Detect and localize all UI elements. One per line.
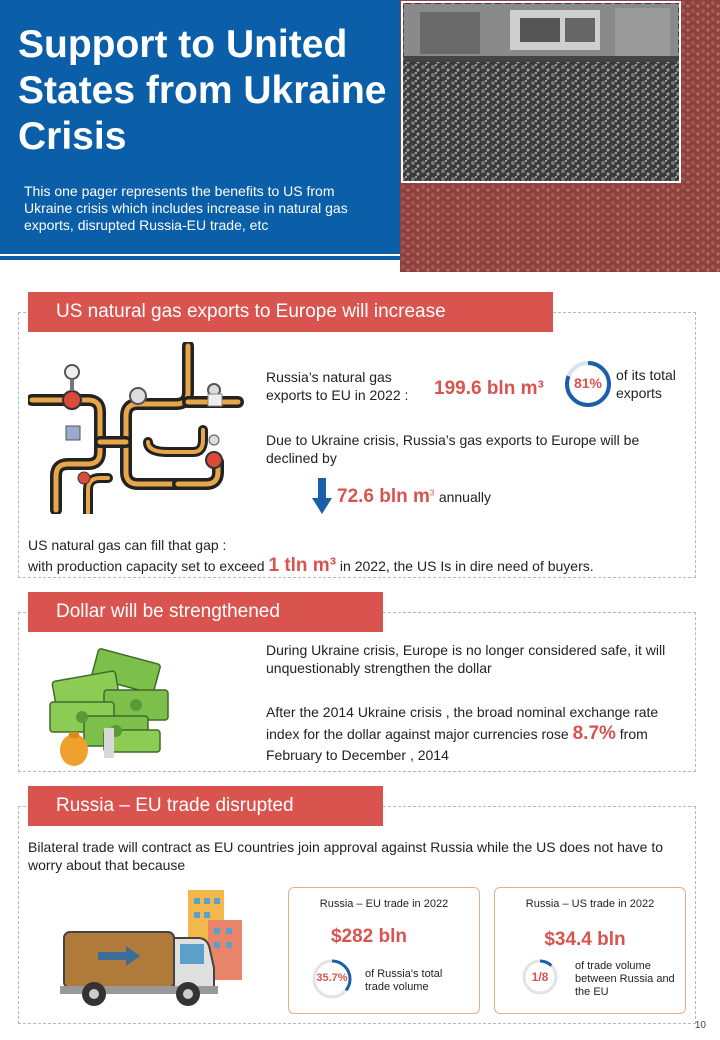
page-subtitle: This one pager represents the benefits to US from Ukraine crisis which includes increase in natural gas exports, disrupted Russia-EU trade, etc — [24, 183, 348, 233]
gap-line-2-pre: with production capacity set to exceed — [28, 558, 265, 574]
gas-decline-line — [337, 486, 491, 508]
trade-card-russia-us — [494, 887, 686, 1014]
header-underline — [0, 256, 400, 260]
dollar-text-2-pre: After the 2014 Ukraine crisis , the broad nominal exchange rate index for the dollar against major currencies rose — [266, 704, 659, 742]
money-stack-illustration — [44, 646, 174, 770]
trade-card-russia-eu-title: Russia – EU trade in 2022 — [319, 898, 449, 910]
trade-card-russia-us-ring — [521, 958, 559, 996]
russia-gas-exports-label: Russia’s natural gas exports to EU in 2022 : — [266, 369, 409, 403]
section-trade-heading: Russia – EU trade disrupted — [28, 786, 383, 826]
gap-line-2-post: in 2022, the US Is in dire need of buyers. — [339, 558, 594, 574]
dollar-text-1: During Ukraine crisis, Europe is no longer considered safe, it will unquestionably strengthen the dollar — [266, 642, 666, 676]
share-label: of its total exports — [616, 367, 676, 401]
gas-decline-suffix: annually — [438, 489, 491, 505]
crowd-photo — [400, 0, 720, 272]
trade-card-russia-eu-ring — [311, 958, 353, 1000]
dollar-text-2 — [266, 702, 686, 766]
section-dollar-heading: Dollar will be strengthened — [28, 592, 383, 632]
page-title: Support to United States from Ukraine Crisis — [18, 23, 387, 158]
trade-intro: Bilateral trade will contract as EU countries join approval against Russia while the US does not have to worry about that because — [28, 839, 663, 873]
down-arrow-icon — [312, 478, 332, 514]
gap-line-2 — [28, 555, 688, 577]
trade-card-russia-us-value: $34.4 bln — [544, 929, 626, 950]
trade-card-russia-us-title: Russia – US trade in 2022 — [525, 898, 655, 910]
dollar-text-2-post: from February to December , 2014 — [266, 726, 648, 763]
trade-card-russia-us-desc: of trade volume between Russia and the EU — [575, 960, 675, 998]
page-number: 10 — [694, 1020, 706, 1031]
header-panel — [0, 0, 400, 254]
gap-line-1: US natural gas can fill that gap : — [28, 537, 227, 553]
dollar-rise-value: 8.7% — [572, 723, 616, 744]
gas-decline-text: Due to Ukraine crisis, Russia’s gas exports to Europe will be declined by — [266, 432, 640, 466]
gas-decline-sup: 3 — [429, 488, 435, 498]
trade-card-russia-eu-desc: of Russia's total trade volume — [365, 968, 443, 993]
share-percent: 81% — [573, 375, 603, 391]
share-ring — [564, 360, 612, 408]
trade-card-russia-eu-value: $282 bln — [330, 926, 408, 947]
delivery-truck-illustration — [58, 888, 248, 1012]
gap-value: 1 tln m³ — [268, 555, 337, 576]
section-gas-exports-heading: US natural gas exports to Europe will increase — [28, 292, 553, 332]
trade-card-russia-eu-ring-label: 35.7% — [316, 972, 348, 984]
trade-card-russia-eu — [288, 887, 480, 1014]
trade-card-russia-us-ring-label: 1/8 — [531, 970, 549, 984]
russia-gas-exports-value: 199.6 bln m³ — [434, 378, 544, 399]
pipes-illustration — [28, 342, 248, 514]
gas-decline-value: 72.6 bln m — [337, 486, 430, 507]
